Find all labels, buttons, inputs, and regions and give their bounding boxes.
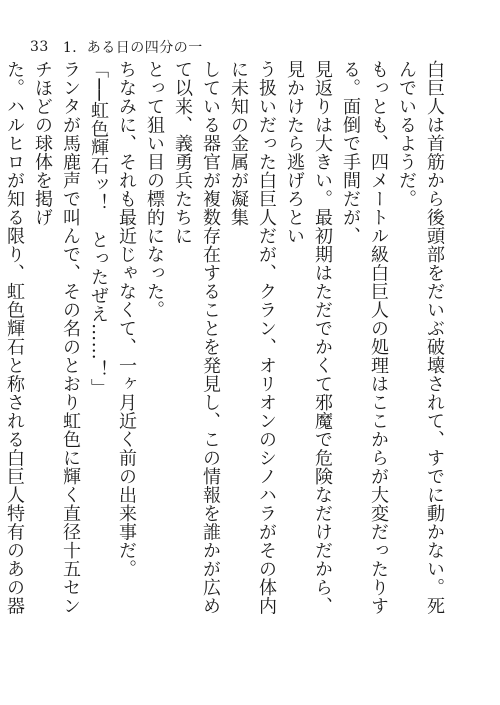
text-line: た。ハルヒロが知る限り、虹色輝石と称される白巨人特有のあの器 xyxy=(4,60,25,615)
text-line: している器官が複数存在することを発見し、この情報を誰かが広めて以来、義勇兵たちに xyxy=(172,60,221,615)
text-line: とって狙い目の標的になった。 xyxy=(144,60,165,319)
text-line: もっとも、四メートル級白巨人の処理はここからが大変だったりする。面倒で手間だが、 xyxy=(340,60,389,615)
body-text xyxy=(0,60,448,620)
text-line: ちなみに、それも最近じゃなくて、一ヶ月近く前の出来事だ。 xyxy=(116,60,137,578)
text-line: う扱いだった白巨人だが、クラン、オリオンのシノハラがその体内に未知の金属が凝集 xyxy=(228,60,277,615)
page-number: 33 xyxy=(30,39,49,55)
running-header xyxy=(30,36,203,58)
text-line: ランタが馬鹿声で叫んで、その名のとおり虹色に輝く直径十五センチほどの球体を掲げ xyxy=(32,60,81,615)
text-line: 白巨人は首筋から後頭部をだいぶ破壊されて、すでに動かない。死んでいるようだ。 xyxy=(396,60,445,615)
text-line: 見返りは大きい。最初期はただでかくて邪魔で危険なだけだから、見かけたら逃げろとい xyxy=(284,60,333,615)
text-line: 「──虹色輝石ッ！ とったぜえ……！」 xyxy=(88,60,109,398)
chapter-title: 1．ある日の四分の一 xyxy=(62,40,203,56)
